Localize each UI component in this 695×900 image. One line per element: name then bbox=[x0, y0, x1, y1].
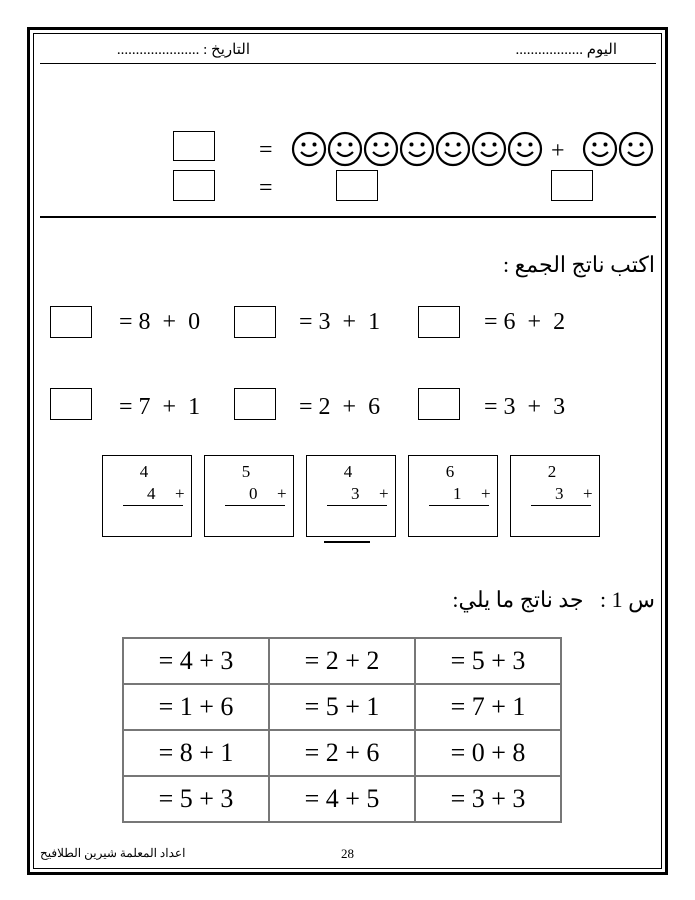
bottom-number: 1 bbox=[453, 484, 462, 503]
smiley-group-seven bbox=[291, 131, 543, 167]
smiley-icon bbox=[291, 131, 327, 167]
plus-sign: + bbox=[277, 484, 287, 503]
question-heading: س 1 : جد ناتج ما يلي: bbox=[452, 587, 655, 612]
answer-box[interactable] bbox=[234, 306, 276, 338]
grid-cell[interactable]: = 8 + 1 bbox=[123, 730, 269, 776]
sum-line bbox=[531, 505, 591, 506]
vertical-addition-card bbox=[204, 455, 294, 537]
stray-mark bbox=[324, 541, 370, 543]
smiley-group-two bbox=[582, 131, 654, 167]
grid-cell[interactable]: = 5 + 1 bbox=[269, 684, 415, 730]
section-divider bbox=[40, 216, 656, 218]
answer-box-top[interactable] bbox=[173, 131, 215, 161]
plus-sign: + bbox=[379, 484, 389, 503]
header-divider bbox=[40, 63, 656, 64]
smiley-icon bbox=[363, 131, 399, 167]
bottom-number: 3 bbox=[351, 484, 360, 503]
top-number: 6 bbox=[445, 462, 455, 481]
table-row bbox=[123, 776, 561, 822]
equation-text: = 6 + 2 bbox=[484, 309, 566, 335]
smiley-icon bbox=[507, 131, 543, 167]
answer-box-sum[interactable] bbox=[173, 170, 215, 201]
equals-sign: = bbox=[259, 175, 273, 201]
grid-cell[interactable]: = 5 + 3 bbox=[415, 638, 561, 684]
section-heading-add: اكتب ناتج الجمع : bbox=[502, 252, 655, 277]
sum-line bbox=[123, 505, 183, 506]
table-row bbox=[123, 730, 561, 776]
date-label: التاريخ : ...................... bbox=[116, 42, 250, 58]
vertical-addition-card bbox=[102, 455, 192, 537]
smiley-icon bbox=[327, 131, 363, 167]
equation-text: = 2 + 6 bbox=[299, 394, 381, 420]
top-number: 4 bbox=[343, 462, 353, 481]
smiley-icon bbox=[399, 131, 435, 167]
equation-text: = 3 + 1 bbox=[299, 309, 381, 335]
grid-cell[interactable]: = 2 + 6 bbox=[269, 730, 415, 776]
equation-text: = 8 + 0 bbox=[119, 309, 201, 335]
answer-box-count-right[interactable] bbox=[551, 170, 593, 201]
page-number: 28 bbox=[341, 846, 354, 861]
answer-box[interactable] bbox=[50, 388, 92, 420]
grid-cell[interactable]: = 7 + 1 bbox=[415, 684, 561, 730]
plus-sign: + bbox=[481, 484, 491, 503]
smiley-icon bbox=[582, 131, 618, 167]
grid-cell[interactable]: = 4 + 5 bbox=[269, 776, 415, 822]
grid-cell[interactable]: = 3 + 3 bbox=[415, 776, 561, 822]
vertical-addition-card bbox=[408, 455, 498, 537]
sum-line bbox=[225, 505, 285, 506]
equation-text: = 7 + 1 bbox=[119, 394, 201, 420]
answer-box[interactable] bbox=[234, 388, 276, 420]
smiley-icon bbox=[618, 131, 654, 167]
top-number: 5 bbox=[241, 462, 251, 481]
answer-box-count-left[interactable] bbox=[336, 170, 378, 201]
equation-text: = 3 + 3 bbox=[484, 394, 566, 420]
grid-cell[interactable]: = 0 + 8 bbox=[415, 730, 561, 776]
table-row bbox=[123, 638, 561, 684]
bottom-number: 0 bbox=[249, 484, 258, 503]
vertical-addition-card bbox=[510, 455, 600, 537]
sum-line bbox=[327, 505, 387, 506]
plus-sign: + bbox=[175, 484, 185, 503]
author-credit: اعداد المعلمة شيرين الطلافيح bbox=[40, 846, 186, 860]
top-number: 4 bbox=[139, 462, 149, 481]
grid-cell[interactable]: = 4 + 3 bbox=[123, 638, 269, 684]
smiley-icon bbox=[471, 131, 507, 167]
sum-line bbox=[429, 505, 489, 506]
plus-sign: + bbox=[551, 138, 565, 164]
bottom-number: 4 bbox=[147, 484, 156, 503]
day-label: اليوم .................. bbox=[515, 42, 617, 58]
top-number: 2 bbox=[547, 462, 557, 481]
table-row bbox=[123, 684, 561, 730]
plus-sign: + bbox=[583, 484, 593, 503]
grid-cell[interactable]: = 1 + 6 bbox=[123, 684, 269, 730]
grid-cell[interactable]: = 2 + 2 bbox=[269, 638, 415, 684]
sums-grid bbox=[122, 637, 562, 823]
bottom-number: 3 bbox=[555, 484, 564, 503]
answer-box[interactable] bbox=[418, 306, 460, 338]
grid-cell[interactable]: = 5 + 3 bbox=[123, 776, 269, 822]
vertical-addition-card bbox=[306, 455, 396, 537]
answer-box[interactable] bbox=[50, 306, 92, 338]
smiley-icon bbox=[435, 131, 471, 167]
answer-box[interactable] bbox=[418, 388, 460, 420]
equals-sign: = bbox=[259, 137, 273, 163]
